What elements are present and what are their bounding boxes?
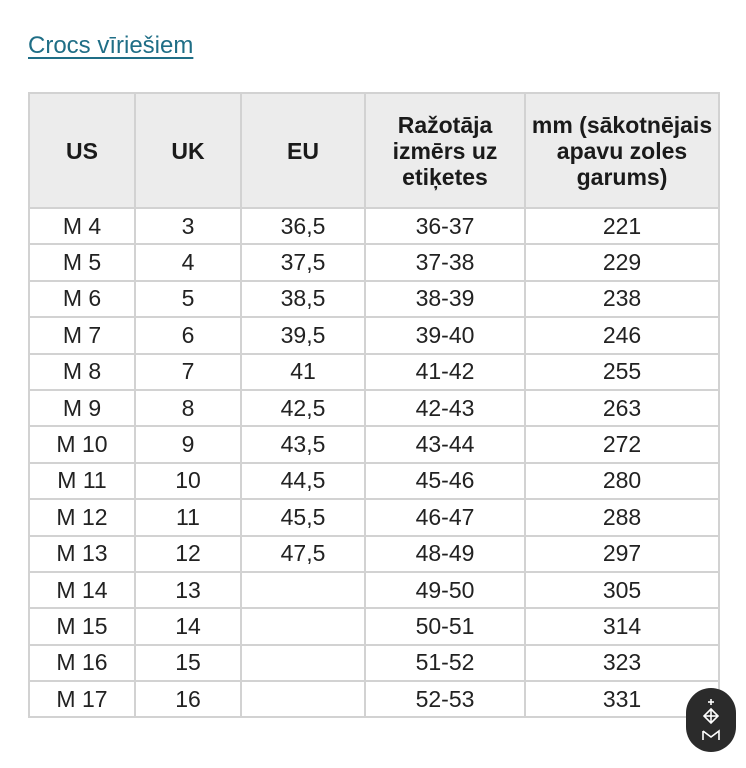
cell-mm: 229 [525,244,719,280]
cell-mm: 221 [525,208,719,244]
table-row [29,317,719,353]
column-header-us: US [29,93,135,208]
cell-eu: 38,5 [241,281,365,317]
cell-us: M 7 [29,317,135,353]
cell-uk: 3 [135,208,241,244]
cell-manufacturer-size: 38-39 [365,281,525,317]
cell-uk: 16 [135,681,241,717]
cell-uk: 7 [135,354,241,390]
cell-uk: 12 [135,536,241,572]
cell-uk: 10 [135,463,241,499]
cell-us: M 12 [29,499,135,535]
cell-eu [241,608,365,644]
column-header-mm: mm (sākotnējais apavu zoles garums) [525,93,719,208]
cell-uk: 11 [135,499,241,535]
cell-uk: 8 [135,390,241,426]
cell-manufacturer-size: 51-52 [365,645,525,681]
table-row [29,645,719,681]
cell-mm: 272 [525,426,719,462]
cell-manufacturer-size: 42-43 [365,390,525,426]
cell-eu [241,645,365,681]
cell-us: M 17 [29,681,135,717]
cell-mm: 246 [525,317,719,353]
table-row [29,463,719,499]
cell-mm: 263 [525,390,719,426]
cell-manufacturer-size: 50-51 [365,608,525,644]
table-row [29,354,719,390]
table-header-row [29,93,719,208]
cell-us: M 11 [29,463,135,499]
cell-eu: 44,5 [241,463,365,499]
cell-uk: 5 [135,281,241,317]
column-header-uk: UK [135,93,241,208]
table-row [29,536,719,572]
table-row [29,608,719,644]
cell-us: M 15 [29,608,135,644]
cell-manufacturer-size: 36-37 [365,208,525,244]
cell-mm: 288 [525,499,719,535]
cell-manufacturer-size: 49-50 [365,572,525,608]
cell-eu: 43,5 [241,426,365,462]
cell-eu: 42,5 [241,390,365,426]
floating-logo-button[interactable] [686,688,736,752]
cell-us: M 10 [29,426,135,462]
cell-us: M 4 [29,208,135,244]
cell-uk: 15 [135,645,241,681]
cell-eu: 39,5 [241,317,365,353]
cell-eu: 45,5 [241,499,365,535]
logo-emblem-icon [696,697,726,743]
cell-us: M 9 [29,390,135,426]
cell-us: M 6 [29,281,135,317]
cell-manufacturer-size: 48-49 [365,536,525,572]
column-header-eu: EU [241,93,365,208]
cell-eu: 47,5 [241,536,365,572]
table-row [29,681,719,717]
cell-us: M 16 [29,645,135,681]
size-chart-table [28,92,720,718]
cell-uk: 4 [135,244,241,280]
cell-eu [241,681,365,717]
cell-mm: 238 [525,281,719,317]
cell-manufacturer-size: 46-47 [365,499,525,535]
column-header-manufacturer-size: Ražotāja izmērs uz etiķetes [365,93,525,208]
cell-uk: 13 [135,572,241,608]
cell-manufacturer-size: 41-42 [365,354,525,390]
cell-manufacturer-size: 52-53 [365,681,525,717]
cell-uk: 6 [135,317,241,353]
cell-uk: 14 [135,608,241,644]
table-row [29,426,719,462]
table-row [29,244,719,280]
cell-mm: 305 [525,572,719,608]
cell-mm: 314 [525,608,719,644]
cell-mm: 297 [525,536,719,572]
table-row [29,281,719,317]
cell-eu [241,572,365,608]
table-row [29,208,719,244]
cell-mm: 323 [525,645,719,681]
cell-us: M 14 [29,572,135,608]
cell-mm: 280 [525,463,719,499]
cell-manufacturer-size: 39-40 [365,317,525,353]
cell-eu: 37,5 [241,244,365,280]
cell-eu: 41 [241,354,365,390]
table-row [29,499,719,535]
cell-manufacturer-size: 37-38 [365,244,525,280]
cell-us: M 13 [29,536,135,572]
cell-mm: 331 [525,681,719,717]
cell-us: M 8 [29,354,135,390]
cell-mm: 255 [525,354,719,390]
cell-us: M 5 [29,244,135,280]
table-row [29,390,719,426]
cell-manufacturer-size: 43-44 [365,426,525,462]
cell-eu: 36,5 [241,208,365,244]
cell-manufacturer-size: 45-46 [365,463,525,499]
table-row [29,572,719,608]
cell-uk: 9 [135,426,241,462]
crocs-men-link[interactable]: Crocs vīriešiem [28,32,194,59]
